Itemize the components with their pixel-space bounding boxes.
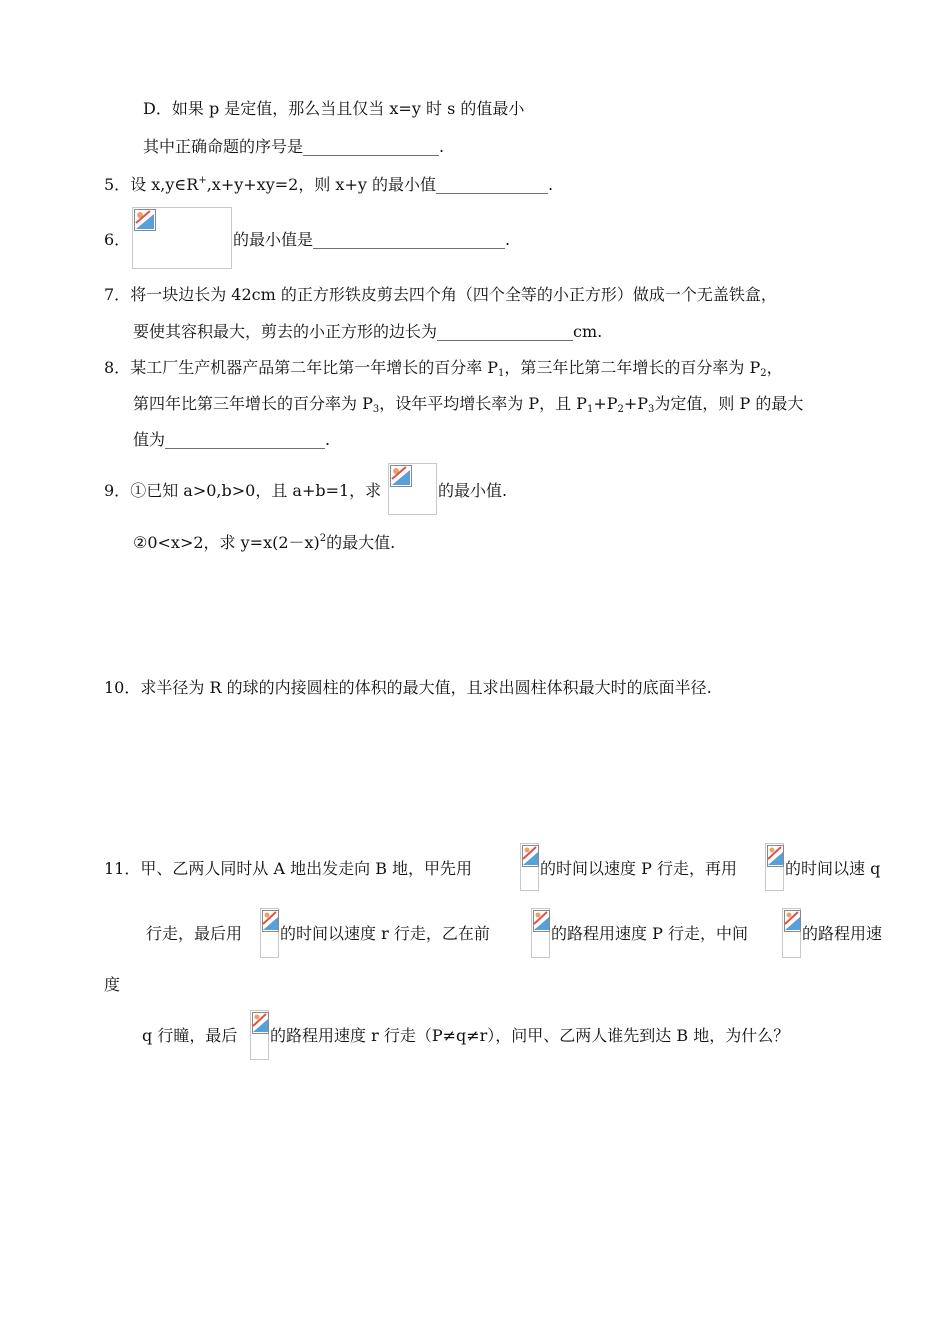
q8-line-3 bbox=[133, 432, 330, 448]
text-seg: 将一块边长为 42cm 的正方形铁皮剪去四个角（四个全等的小正方形）做成一个无盖铁盒， bbox=[130, 285, 777, 304]
text-seg: 为定值，则 P 的最大 bbox=[654, 394, 804, 413]
fraction-image-icon bbox=[260, 908, 279, 958]
q11-line-2-d: 的路程用速 bbox=[802, 924, 883, 943]
text-seg: 某工厂生产机器产品第二年比第一年增长的百分率 P bbox=[130, 358, 499, 377]
subscript: 2 bbox=[617, 404, 624, 415]
text-seg: 时 bbox=[425, 99, 442, 118]
text-seg: . bbox=[505, 230, 511, 249]
superscript: + bbox=[198, 175, 207, 186]
subscript: 1 bbox=[498, 368, 505, 379]
question-number: 10． bbox=[104, 678, 141, 697]
superscript: 2 bbox=[319, 533, 327, 544]
q11-line-1-b: 的时间以速度 P 行走，再用 bbox=[540, 859, 737, 878]
q9-part-2 bbox=[133, 534, 395, 551]
text-seg: 是定值，那么当且仅当 bbox=[224, 99, 385, 118]
q11-line-2-a: 行走，最后用 bbox=[146, 924, 243, 943]
q11-line-1-c: 的时间以速 q bbox=[785, 859, 881, 878]
q4-option-d bbox=[143, 101, 524, 117]
text-seg: 求半径为 R 的球的内接圆柱的体积的最大值，且求出圆柱体积最大时的底面半径. bbox=[140, 678, 712, 697]
q4-answer-line bbox=[143, 139, 444, 155]
text-seg: D．如果 bbox=[143, 99, 204, 118]
fraction-image-icon bbox=[782, 908, 801, 958]
text-seg: 第四年比第三年增长的百分率为 P bbox=[133, 394, 373, 413]
text-seg: +P bbox=[623, 394, 649, 413]
q7-line-1 bbox=[104, 287, 777, 303]
q11-line-4-b: 的路程用速度 r 行走（P≠q≠r），问甲、乙两人谁先到达 B 地，为什么？ bbox=[270, 1026, 790, 1045]
q8-line-1 bbox=[104, 360, 783, 379]
answer-blank[interactable]: ____________________ bbox=[165, 430, 326, 449]
fraction-image-icon bbox=[520, 843, 539, 891]
q11-line-3: 度 bbox=[104, 975, 121, 994]
fraction-image-icon bbox=[531, 908, 550, 958]
text-seg: 设 x,y∈R bbox=[130, 175, 199, 194]
q7-line-2 bbox=[133, 324, 602, 340]
subscript: 2 bbox=[760, 368, 767, 379]
q6-text bbox=[233, 232, 510, 248]
text-seg: ②0<x>2，求 y=x(2－x) bbox=[133, 533, 320, 552]
text-seg: . bbox=[547, 175, 554, 194]
q9-part-1 bbox=[104, 483, 381, 499]
text-seg: ，设年平均增长率为 P，且 P bbox=[379, 394, 587, 413]
subscript: 3 bbox=[372, 404, 380, 415]
text-seg: ， bbox=[766, 358, 783, 377]
text-seg: . bbox=[439, 137, 445, 156]
text-seg: x=y bbox=[389, 99, 421, 118]
question-number: 5． bbox=[104, 175, 131, 194]
text-seg: cm. bbox=[573, 322, 603, 341]
answer-blank[interactable]: _________________ bbox=[303, 137, 440, 156]
text-seg: ,x+y+xy=2，则 x+y 的最小值 bbox=[206, 175, 436, 194]
fraction-image-icon bbox=[765, 843, 784, 891]
q11-line-1-a bbox=[104, 861, 472, 877]
text-seg: ，第三年比第二年增长的百分率为 P bbox=[504, 358, 761, 377]
text-seg: 其中正确命题的序号是 bbox=[143, 137, 304, 156]
text-seg: 的最小值是 bbox=[233, 230, 314, 249]
text-seg: 的最大值. bbox=[326, 533, 396, 552]
text-seg: ①已知 a>0,b>0，且 a+b=1，求 bbox=[130, 481, 382, 500]
text-seg: 的值最小 bbox=[460, 99, 525, 118]
question-number: 7． bbox=[104, 285, 131, 304]
q11-line-2-c: 的路程用速度 P 行走，中间 bbox=[551, 924, 748, 943]
text-seg: +P bbox=[593, 394, 618, 413]
question-number: 8． bbox=[104, 358, 131, 377]
q6-number: 6． bbox=[104, 230, 131, 249]
q11-line-2-b: 的时间以速度 r 行走，乙在前 bbox=[280, 924, 490, 943]
text-seg: 甲、乙两人同时从 A 地出发走向 B 地，甲先用 bbox=[140, 859, 473, 878]
text-seg: s bbox=[447, 99, 456, 118]
text-seg: 值为 bbox=[133, 430, 166, 449]
q8-line-2 bbox=[133, 396, 803, 415]
subscript: 1 bbox=[586, 404, 594, 415]
q11-line-4-a: q 行瞳，最后 bbox=[142, 1026, 238, 1045]
formula-image-icon bbox=[388, 463, 437, 515]
q9-part-1-tail: 的最小值. bbox=[438, 481, 508, 500]
formula-image-icon bbox=[132, 207, 232, 269]
answer-blank[interactable]: ______________ bbox=[435, 175, 548, 194]
text-seg: 要使其容积最大，剪去的小正方形的边长为 bbox=[133, 322, 438, 341]
answer-blank[interactable]: _________________ bbox=[437, 322, 574, 341]
subscript: 3 bbox=[648, 404, 655, 415]
text-seg: p bbox=[208, 99, 220, 118]
fraction-image-icon bbox=[250, 1010, 269, 1060]
answer-blank[interactable]: ________________________ bbox=[313, 230, 506, 249]
question-5 bbox=[104, 176, 553, 193]
text-seg: . bbox=[325, 430, 331, 449]
question-10 bbox=[104, 680, 712, 696]
question-number: 11． bbox=[104, 859, 141, 878]
question-number: 9． bbox=[104, 481, 131, 500]
